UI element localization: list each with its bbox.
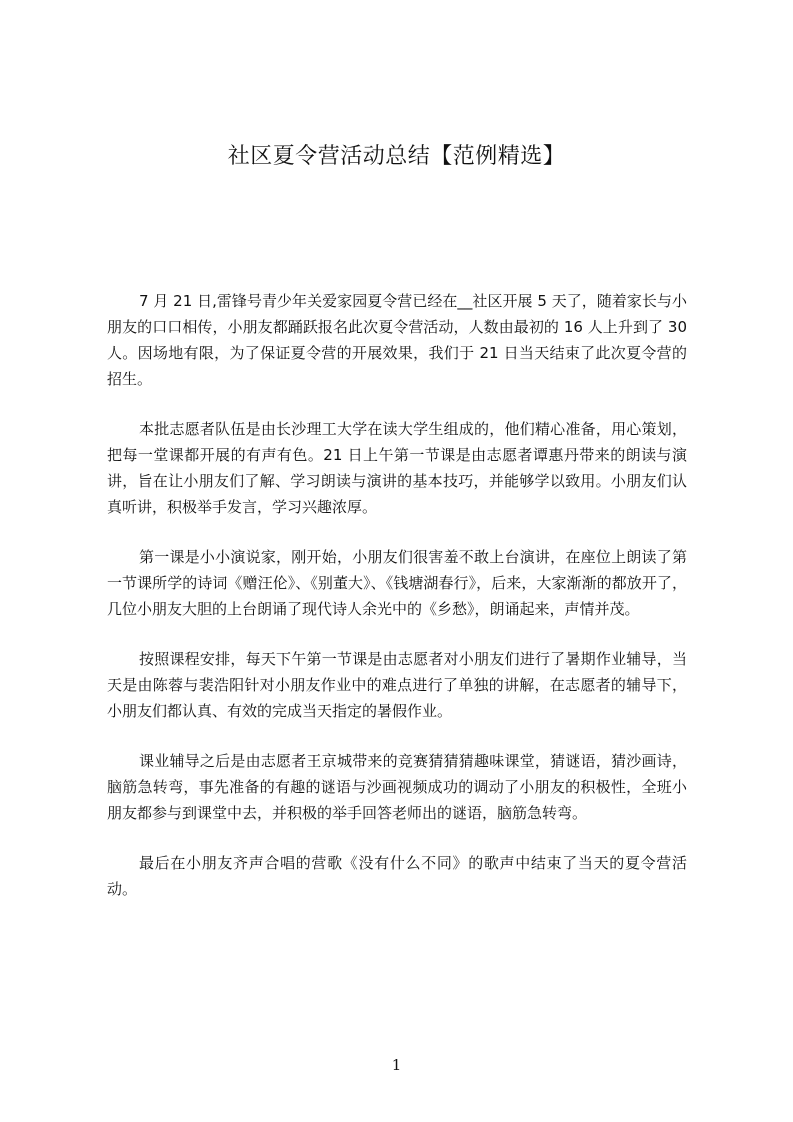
paragraph-1: 7 月 21 日,雷锋号青少年关爱家园夏令营已经在__社区开展 5 天了，随着家长与小朋友的口口相传，小朋友都踊跃报名此次夏令营活动，人数由最初的 16 人上升到了 30 人。因场地有限，为了保证夏令营的开展效果，我们于 21 日当天结束了此次夏令营的招生。	[107, 292, 687, 388]
document-body	[107, 288, 687, 926]
page-title: 社区夏令营活动总结【范例精选】	[227, 144, 566, 169]
paragraph-5: 课业辅导之后是由志愿者王京城带来的竞赛猜猜猜趣味课堂，猜谜语，猜沙画诗，脑筋急转弯，事先准备的有趣的谜语与沙画视频成功的调动了小朋友的积极性，全班小朋友都参与到课堂中去，并积极的举手回答老师出的谜语，脑筋急转弯。	[107, 752, 687, 822]
paragraph-6: 最后在小朋友齐声合唱的营歌《没有什么不同》的歌声中结束了当天的夏令营活动。	[107, 854, 687, 898]
paragraph-2: 本批志愿者队伍是由长沙理工大学在读大学生组成的，他们精心准备，用心策划，把每一堂课都开展的有声有色。21 日上午第一节课是由志愿者谭惠丹带来的朗读与演讲，旨在让小朋友们了解、学习朗读与演讲的基本技巧，并能够学以致用。小朋友们认真听讲，积极举手发言，学习兴趣浓厚。	[107, 420, 687, 516]
paragraph-3: 第一课是小小演说家，刚开始，小朋友们很害羞不敢上台演讲，在座位上朗读了第一节课所学的诗词《赠汪伦》、《别董大》、《钱塘湖春行》，后来，大家渐渐的都放开了，几位小朋友大胆的上台朗诵了现代诗人余光中的《乡愁》，朗诵起来，声情并茂。	[107, 548, 687, 618]
paragraph-4: 按照课程安排，每天下午第一节课是由志愿者对小朋友们进行了暑期作业辅导，当天是由陈蓉与裴浩阳针对小朋友作业中的难点进行了单独的讲解，在志愿者的辅导下，小朋友们都认真、有效的完成当天指定的暑假作业。	[107, 650, 687, 720]
page-number: 1	[391, 1056, 402, 1074]
